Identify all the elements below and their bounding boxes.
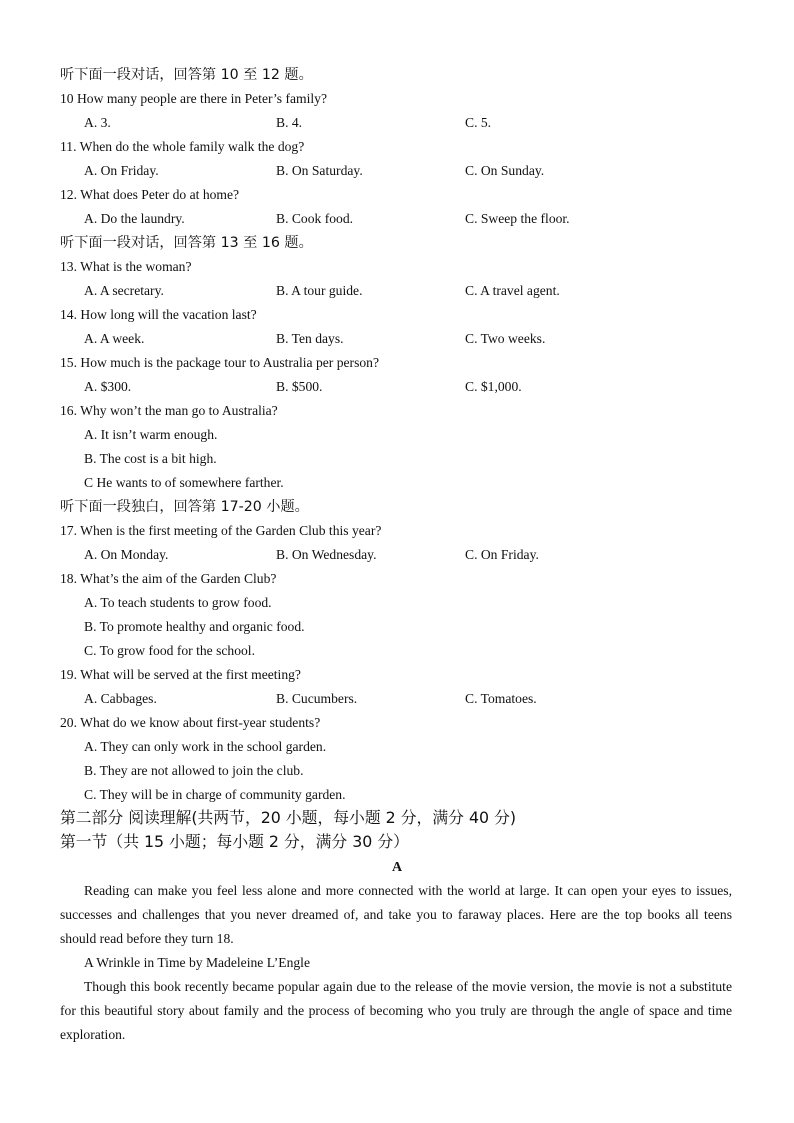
passage-paragraph-2: Though this book recently became popular again due to the release of the movie version, the movie is not a substitute for this beautiful story about family and the process of becoming who you truly are through the angle of space and time exploration. — [60, 979, 732, 1042]
question-20-option-a: A. They can only work in the school garden. — [84, 739, 327, 754]
option-a: A. A week. — [84, 331, 145, 346]
question-11: 11. When do the whole family walk the dog? — [60, 139, 305, 154]
option-b: B. Ten days. — [276, 331, 344, 346]
question-18-option-b: B. To promote healthy and organic food. — [84, 619, 305, 634]
option-b: B. 4. — [276, 115, 303, 130]
option-a: A. On Monday. — [84, 547, 169, 562]
question-16-option-b: B. The cost is a bit high. — [84, 451, 217, 466]
section-header-17-20: 听下面一段独白，回答第 17-20 小题。 — [60, 499, 309, 515]
option-b: B. On Saturday. — [276, 163, 363, 178]
question-12-options — [84, 210, 570, 228]
option-a: A. Do the laundry. — [84, 211, 185, 226]
option-c: C. Two weeks. — [465, 331, 546, 346]
question-20: 20. What do we know about first-year students? — [60, 715, 321, 730]
question-14-options — [84, 330, 546, 348]
question-15: 15. How much is the package tour to Australia per person? — [60, 355, 379, 370]
option-b: B. $500. — [276, 379, 323, 394]
option-a: A. 3. — [84, 115, 111, 130]
question-20-option-c: C. They will be in charge of community garden. — [84, 787, 346, 802]
question-18-option-c: C. To grow food for the school. — [84, 643, 255, 658]
question-16-option-a: A. It isn’t warm enough. — [84, 427, 218, 442]
question-20-option-b: B. They are not allowed to join the club. — [84, 763, 304, 778]
question-14: 14. How long will the vacation last? — [60, 307, 257, 322]
option-a: A. On Friday. — [84, 163, 159, 178]
question-18-option-a: A. To teach students to grow food. — [84, 595, 272, 610]
option-a: A. A secretary. — [84, 283, 164, 298]
option-b: B. On Wednesday. — [276, 547, 377, 562]
question-10: 10 How many people are there in Peter’s family? — [60, 91, 328, 106]
option-b: B. Cucumbers. — [276, 691, 358, 706]
option-c: C. 5. — [465, 115, 492, 130]
question-16: 16. Why won’t the man go to Australia? — [60, 403, 278, 418]
passage-label: A — [391, 860, 403, 875]
section-header-13-16: 听下面一段对话，回答第 13 至 16 题。 — [60, 235, 313, 251]
option-c: C. On Friday. — [465, 547, 539, 562]
option-b: B. Cook food. — [276, 211, 354, 226]
option-c: C. On Sunday. — [465, 163, 545, 178]
question-19: 19. What will be served at the first meeting? — [60, 667, 301, 682]
option-c: C. Sweep the floor. — [465, 211, 570, 226]
passage-paragraph-1: Reading can make you feel less alone and more connected with the world at large. It can open your eyes to issues, successes and challenges that you never dreamed of, and take you to faraway places. Here are the top books all teens should read before they turn 18. — [60, 883, 732, 946]
question-17: 17. When is the first meeting of the Garden Club this year? — [60, 523, 382, 538]
part-two-title: 第二部分 阅读理解(共两节，20 小题，每小题 2 分，满分 40 分) — [60, 808, 517, 827]
question-13: 13. What is the woman? — [60, 259, 192, 274]
question-17-options — [84, 546, 539, 564]
option-c: C. $1,000. — [465, 379, 522, 394]
section-one-title: 第一节（共 15 小题；每小题 2 分，满分 30 分） — [60, 832, 409, 851]
question-19-options — [84, 690, 537, 708]
option-c: C. A travel agent. — [465, 283, 560, 298]
question-10-options — [84, 114, 492, 132]
question-13-options — [84, 282, 560, 300]
question-18: 18. What’s the aim of the Garden Club? — [60, 571, 277, 586]
question-15-options — [84, 378, 522, 396]
option-c: C. Tomatoes. — [465, 691, 537, 706]
option-a: A. $300. — [84, 379, 132, 394]
question-16-option-c: C He wants to of somewhere farther. — [84, 475, 284, 490]
question-11-options — [84, 162, 545, 180]
option-b: B. A tour guide. — [276, 283, 363, 298]
question-12: 12. What does Peter do at home? — [60, 187, 240, 202]
book-title-1: A Wrinkle in Time by Madeleine L’Engle — [84, 955, 310, 970]
option-a: A. Cabbages. — [84, 691, 157, 706]
section-header-10-12: 听下面一段对话，回答第 10 至 12 题。 — [60, 67, 313, 83]
